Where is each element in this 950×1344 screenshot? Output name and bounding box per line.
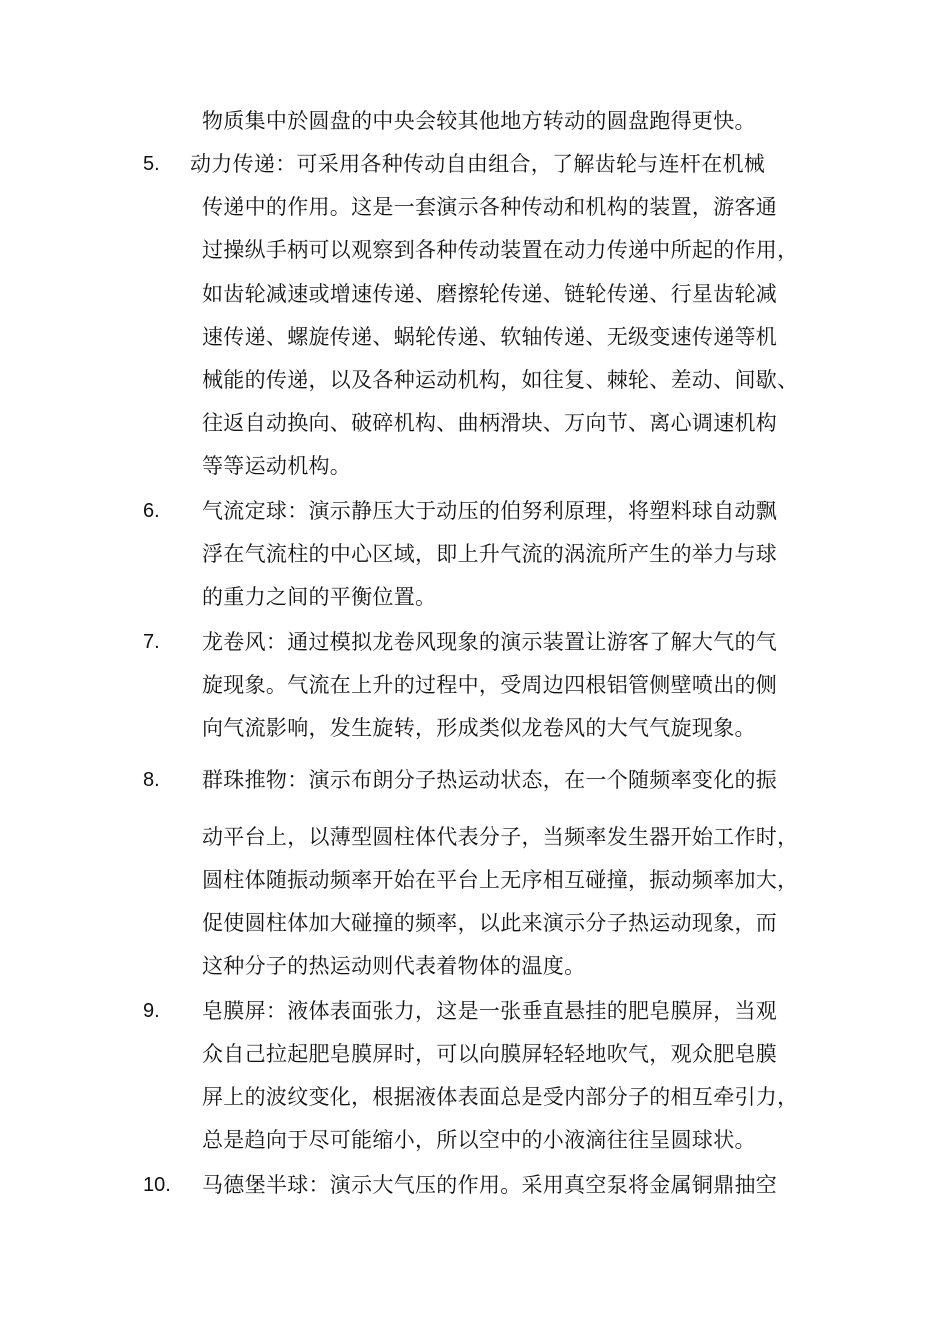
text-line: 龙卷风：通过模拟龙卷风现象的演示装置让游客了解大气的气: [202, 630, 778, 654]
text-line: 往返自动换向、破碎机构、曲柄滑块、万向节、离心调速机构: [202, 411, 778, 435]
text-line: 总是趋向于尽可能缩小，所以空中的小液滴往往呈圆球状。: [202, 1128, 756, 1152]
text-line: 等等运动机构。: [202, 454, 352, 478]
text-line: 动力传递：可采用各种传动自由组合，了解齿轮与连杆在机械: [190, 152, 766, 176]
text-line: 屏上的波纹变化，根据液体表面总是受内部分子的相互牵引力，: [202, 1085, 799, 1109]
text-line: 圆柱体随振动频率开始在平台上无序相互碰撞，振动频率加大，: [202, 868, 799, 892]
item-number-7: 7.: [143, 631, 160, 653]
text-line: 气流定球：演示静压大于动压的伯努利原理，将塑料球自动飘: [202, 499, 778, 523]
text-line: 械能的传递，以及各种运动机构，如往复、棘轮、差动、间歇、: [202, 368, 799, 392]
text-line: 物质集中於圆盘的中央会较其他地方转动的圆盘跑得更快。: [202, 109, 756, 133]
text-line: 向气流影响，发生旋转，形成类似龙卷风的大气气旋现象。: [202, 716, 756, 740]
text-line: 速传递、螺旋传递、蜗轮传递、软轴传递、无级变速传递等机: [202, 325, 778, 349]
text-line: 浮在气流柱的中心区域，即上升气流的涡流所产生的举力与球: [202, 542, 778, 566]
text-line: 旋现象。气流在上升的过程中，受周边四根铝管侧壁喷出的侧: [202, 673, 778, 697]
item-number-9: 9.: [143, 1000, 160, 1022]
text-line: 的重力之间的平衡位置。: [202, 585, 437, 609]
text-line: 过操纵手柄可以观察到各种传动装置在动力传递中所起的作用，: [202, 238, 799, 262]
text-line: 皂膜屏：液体表面张力，这是一张垂直悬挂的肥皂膜屏，当观: [202, 999, 778, 1023]
text-line: 如齿轮减速或增速传递、磨擦轮传递、链轮传递、行星齿轮减: [202, 282, 778, 306]
text-line: 促使圆柱体加大碰撞的频率，以此来演示分子热运动现象，而: [202, 911, 778, 935]
text-line: 众自己拉起肥皂膜屏时，可以向膜屏轻轻地吹气，观众肥皂膜: [202, 1042, 778, 1066]
text-line: 动平台上，以薄型圆柱体代表分子，当频率发生器开始工作时，: [202, 825, 799, 849]
item-number-8: 8.: [143, 769, 160, 791]
item-number-6: 6.: [143, 500, 160, 522]
item-number-10: 10.: [143, 1174, 171, 1196]
text-line: 传递中的作用。这是一套演示各种传动和机构的装置，游客通: [202, 195, 778, 219]
item-number-5: 5.: [143, 153, 160, 175]
text-line: 这种分子的热运动则代表着物体的温度。: [202, 954, 586, 978]
text-line: 马德堡半球：演示大气压的作用。采用真空泵将金属铜鼎抽空: [202, 1173, 778, 1197]
text-line: 群珠推物：演示布朗分子热运动状态，在一个随频率变化的振: [202, 768, 778, 792]
